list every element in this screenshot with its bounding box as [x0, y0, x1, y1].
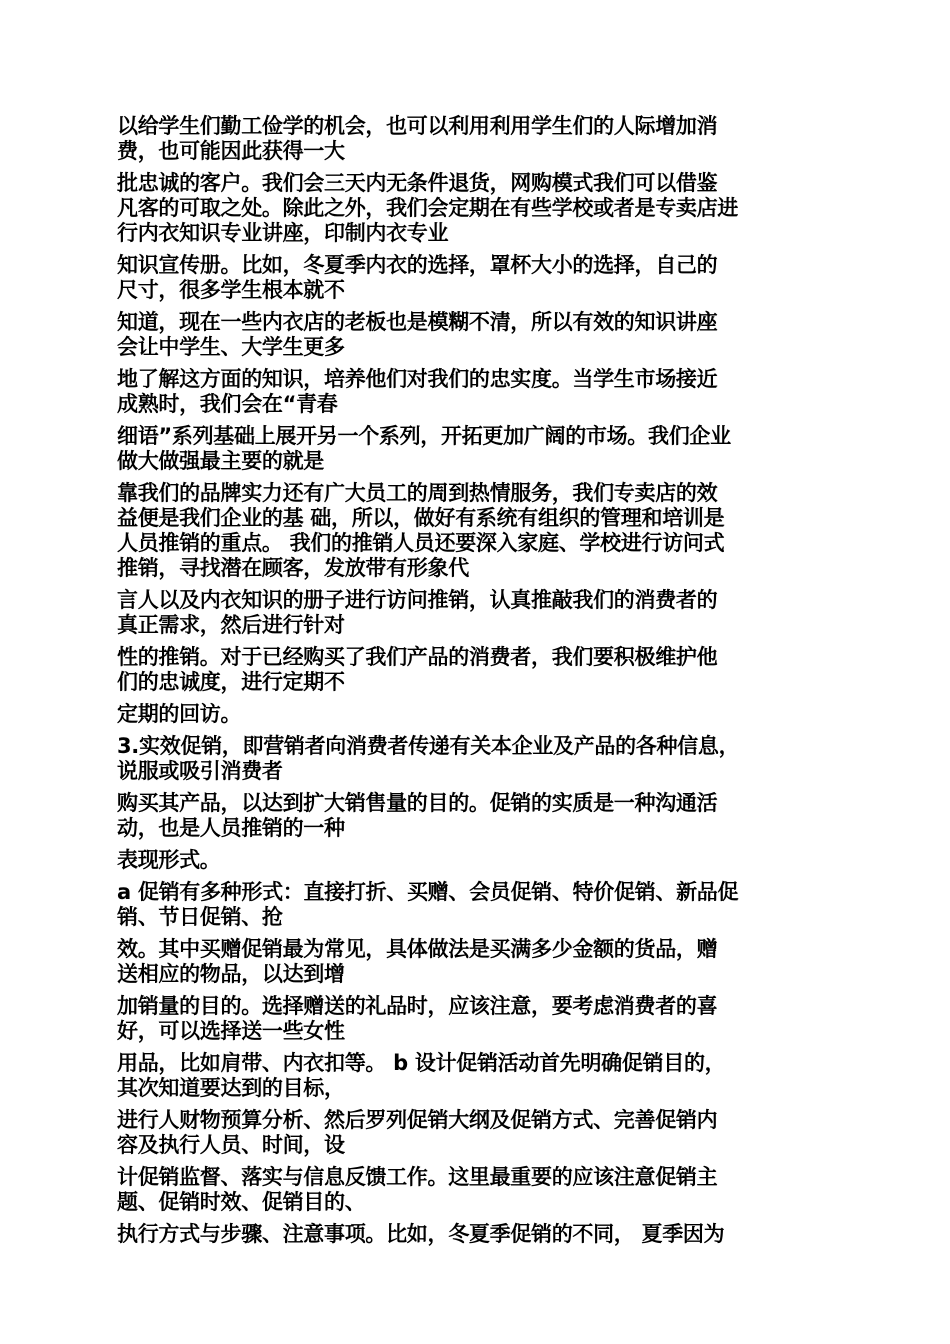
text-line: 计促销监督、落实与信息反馈工作。这里最重要的应该注意促销主	[117, 1165, 718, 1189]
text-line: 进行人财物预算分析、然后罗列促销大纲及促销方式、完善促销内	[117, 1108, 718, 1132]
text-line: 表现形式。	[117, 848, 221, 872]
text-line: 费，也可能因此获得一大	[117, 139, 345, 163]
text-line: 好，可以选择送一些女性	[117, 1019, 345, 1043]
text-line: a 促销有多种形式：直接打折、买赠、会员促销、特价促销、新品促	[117, 880, 739, 904]
text-line: 益便是我们企业的基 础，所以，做好有系统有组织的管理和培训是	[117, 506, 725, 530]
text-line: 们的忠诚度，进行定期不	[117, 670, 345, 694]
text-line: 送相应的物品，以达到增	[117, 962, 345, 986]
text-line: 加销量的目的。选择赠送的礼品时，应该注意，要考虑消费者的喜	[117, 994, 718, 1018]
text-line: 地了解这方面的知识，培养他们对我们的忠实度。当学生市场接近	[117, 367, 718, 391]
text-line: 做大做强最主要的就是	[117, 449, 324, 473]
text-line: 会让中学生、大学生更多	[117, 335, 345, 359]
text-line: 用品，比如肩带、内衣扣等。 b 设计促销活动首先明确促销目的，	[117, 1051, 726, 1075]
text-line: 购买其产品，以达到扩大销售量的目的。促销的实质是一种沟通活	[117, 791, 718, 815]
text-line: 知识宣传册。比如，冬夏季内衣的选择，罩杯大小的选择，自己的	[117, 253, 718, 277]
text-line: 说服或吸引消费者	[117, 759, 283, 783]
text-line: 细语”系列基础上展开另一个系列，开拓更加广阔的市场。我们企业	[117, 424, 731, 448]
text-line: 动，也是人员推销的一种	[117, 816, 345, 840]
text-line: 容及执行人员、时间，设	[117, 1133, 345, 1157]
text-line: 成熟时，我们会在“青春	[117, 392, 338, 416]
text-line: 销、节日促销、抢	[117, 905, 283, 929]
text-line: 真正需求，然后进行针对	[117, 613, 345, 637]
text-line: 性的推销。对于已经购买了我们产品的消费者，我们要积极维护他	[117, 645, 718, 669]
text-line: 凡客的可取之处。除此之外，我们会定期在有些学校或者是专卖店进	[117, 196, 738, 220]
text-line: 尺寸，很多学生根本就不	[117, 278, 345, 302]
text-line: 人员推销的重点。 我们的推销人员还要深入家庭、学校进行访问式	[117, 531, 725, 555]
text-line: 3.实效促销，即营销者向消费者传递有关本企业及产品的各种信息，	[117, 734, 740, 758]
text-line: 以给学生们勤工俭学的机会，也可以利用利用学生们的人际增加消	[117, 114, 718, 138]
text-line: 行内衣知识专业讲座，印制内衣专业	[117, 221, 449, 245]
text-line: 言人以及内衣知识的册子进行访问推销，认真推敲我们的消费者的	[117, 588, 718, 612]
text-line: 效。其中买赠促销最为常见，具体做法是买满多少金额的货品，赠	[117, 937, 718, 961]
text-line: 批忠诚的客户。我们会三天内无条件退货，网购模式我们可以借鉴	[117, 171, 718, 195]
text-line: 执行方式与步骤、注意事项。比如，冬夏季促销的不同， 夏季因为	[117, 1222, 725, 1246]
text-line: 其次知道要达到的目标，	[117, 1076, 345, 1100]
text-line: 靠我们的品牌实力还有广大员工的周到热情服务，我们专卖店的效	[117, 481, 718, 505]
text-line: 定期的回访。	[117, 702, 242, 726]
document-body-text	[117, 114, 837, 1247]
text-line: 知道，现在一些内衣店的老板也是模糊不清，所以有效的知识讲座	[117, 310, 718, 334]
text-line: 题、促销时效、促销目的、	[117, 1190, 366, 1214]
text-line: 推销，寻找潜在顾客，发放带有形象代	[117, 556, 469, 580]
